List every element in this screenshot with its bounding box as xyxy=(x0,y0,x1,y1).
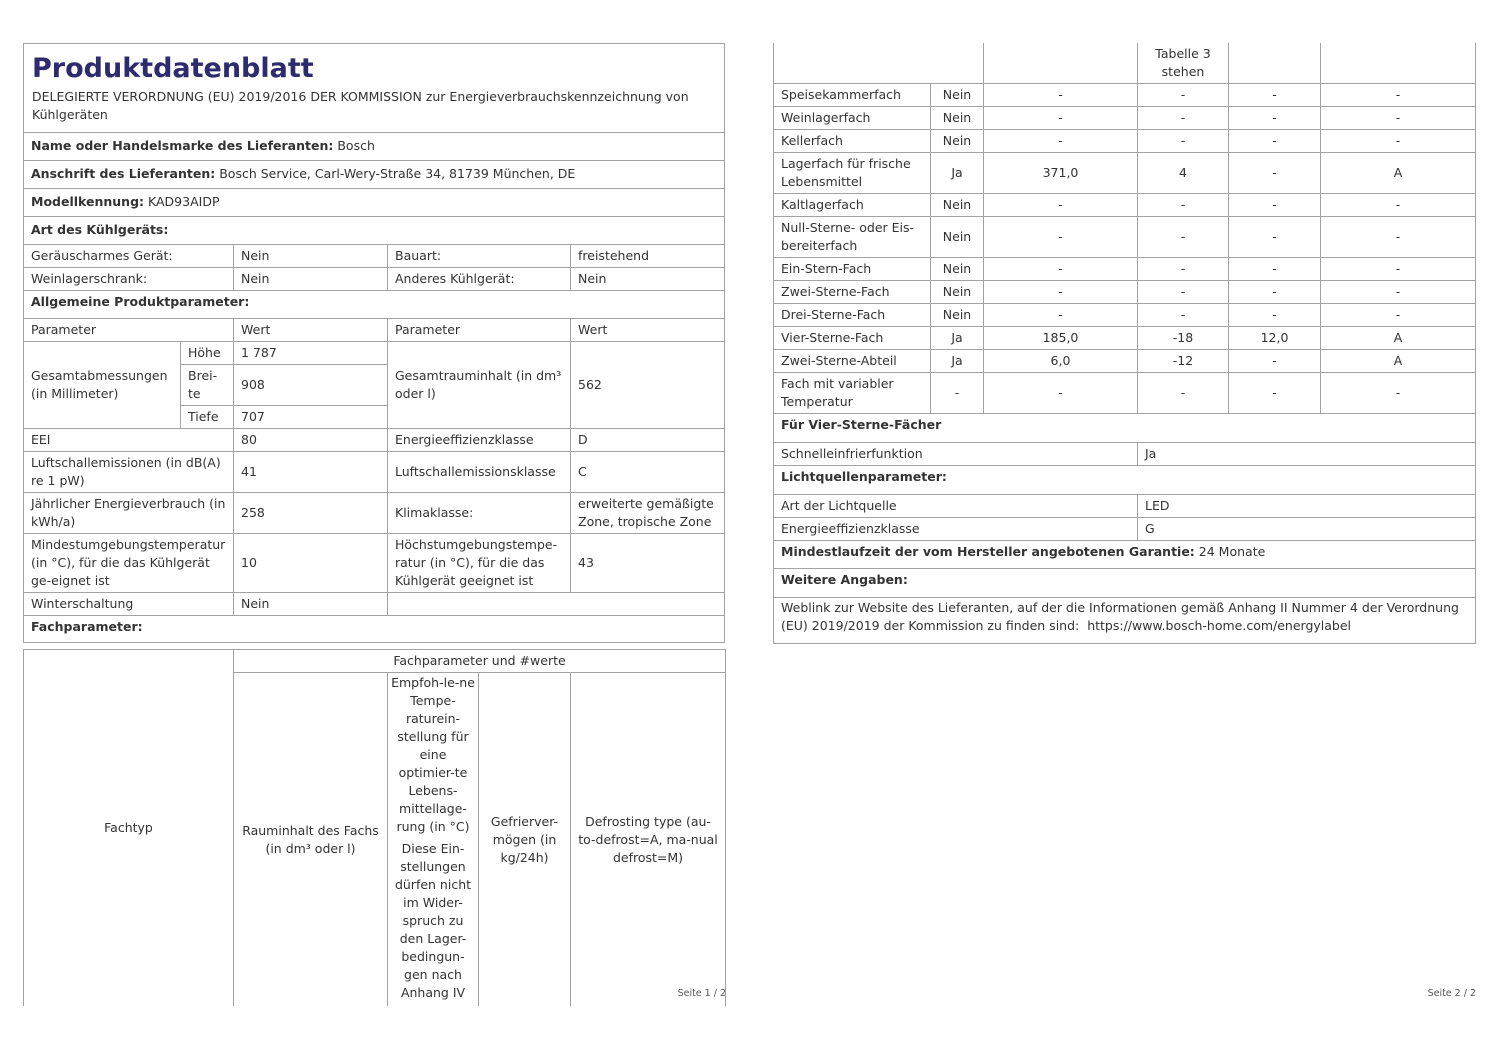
datasheet-table-1 xyxy=(23,43,725,643)
param-value: 80 xyxy=(234,429,388,452)
param-key xyxy=(388,593,725,616)
fach-defrost: A xyxy=(1321,153,1476,194)
address-label: Anschrift des Lieferanten: xyxy=(31,166,216,181)
fach-present: Ja xyxy=(931,153,984,194)
type-key: Bauart: xyxy=(388,245,571,268)
type-row xyxy=(24,245,725,268)
fach-name: Vier-Sterne-Fach xyxy=(774,327,931,350)
four-star-heading: Für Vier-Sterne-Fächer xyxy=(774,414,1476,443)
param-value: 43 xyxy=(571,534,725,593)
fach-volume: - xyxy=(984,107,1138,130)
type-key: Geräuscharmes Gerät: xyxy=(24,245,234,268)
dim-value: 707 xyxy=(234,406,388,429)
temp-header-end: Tabelle 3 stehen xyxy=(1138,43,1229,84)
temp-header xyxy=(388,673,479,1006)
fach-temp: - xyxy=(1138,194,1229,217)
fach-name: Lagerfach für frische Lebensmittel xyxy=(774,153,931,194)
page-title: Produktdatenblatt xyxy=(32,53,314,84)
param-key: Energieeffizienzklasse xyxy=(388,429,571,452)
param-key: Höchstumgebungstempe-ratur (in °C), für die das Kühlgerät geeignet ist xyxy=(388,534,571,593)
fach-volume: - xyxy=(984,373,1138,414)
page-number-2: Seite 2 / 2 xyxy=(1427,988,1476,999)
dim-value: 908 xyxy=(234,365,388,406)
fach-present: - xyxy=(931,373,984,414)
fach-volume: - xyxy=(984,258,1138,281)
fach-volume: 371,0 xyxy=(984,153,1138,194)
fach-defrost: - xyxy=(1321,84,1476,107)
fach-freeze: - xyxy=(1229,281,1321,304)
dim-key: Höhe xyxy=(181,342,234,365)
param-key: Klimaklasse: xyxy=(388,493,571,534)
fach-row xyxy=(774,217,1476,258)
fach-defrost: - xyxy=(1321,373,1476,414)
light-value: LED xyxy=(1138,495,1476,518)
fach-present: Ja xyxy=(931,327,984,350)
param-key: Jährlicher Energieverbrauch (in kWh/a) xyxy=(24,493,234,534)
type-value: Nein xyxy=(234,268,388,291)
defrost-header: Defrosting type (au-to-defrost=A, ma-nual defrost=M) xyxy=(571,673,726,1006)
fach-present: Nein xyxy=(931,194,984,217)
dim-value: 1 787 xyxy=(234,342,388,365)
param-key: EEI xyxy=(24,429,234,452)
fach-temp: - xyxy=(1138,304,1229,327)
fach-temp: - xyxy=(1138,107,1229,130)
fach-name: Zwei-Sterne-Fach xyxy=(774,281,931,304)
param-value: 41 xyxy=(234,452,388,493)
type-key: Anderes Kühlgerät: xyxy=(388,268,571,291)
fachtyp-header: Fachtyp xyxy=(24,650,234,1007)
param-key: Winterschaltung xyxy=(24,593,234,616)
type-value: Nein xyxy=(571,268,725,291)
fach-freeze: - xyxy=(1229,84,1321,107)
header-cell: Parameter xyxy=(388,319,571,342)
param-value: 10 xyxy=(234,534,388,593)
param-value: erweiterte gemäßigte Zone, tropische Zone xyxy=(571,493,725,534)
warranty-label: Mindestlaufzeit der vom Hersteller angebotenen Garantie: xyxy=(781,544,1195,559)
param-key: Mindestumgebungstemperatur (in °C), für die das Kühlgerät ge-eignet ist xyxy=(24,534,234,593)
fach-present: Nein xyxy=(931,258,984,281)
fach-present: Nein xyxy=(931,130,984,153)
fach-temp: - xyxy=(1138,130,1229,153)
fach-temp: - xyxy=(1138,258,1229,281)
fach-temp: - xyxy=(1138,84,1229,107)
fach-temp: -12 xyxy=(1138,350,1229,373)
fach-temp: - xyxy=(1138,373,1229,414)
fach-freeze: 12,0 xyxy=(1229,327,1321,350)
fach-defrost: - xyxy=(1321,194,1476,217)
fach-freeze: - xyxy=(1229,373,1321,414)
fach-name: Kaltlagerfach xyxy=(774,194,931,217)
fach-present: Nein xyxy=(931,304,984,327)
regulation-subtitle: DELEGIERTE VERORDNUNG (EU) 2019/2016 DER KOMMISSION zur Energieverbrauchskennzeichnung von Kühlgeräten xyxy=(32,89,689,122)
general-row xyxy=(24,493,725,534)
param-value: D xyxy=(571,429,725,452)
rauminhalt-header: Rauminhalt des Fachs (in dm³ oder l) xyxy=(234,673,388,1006)
param-value: Nein xyxy=(234,593,388,616)
fach-freeze: - xyxy=(1229,217,1321,258)
fach-name: Ein-Stern-Fach xyxy=(774,258,931,281)
general-heading: Allgemeine Produktparameter: xyxy=(24,291,725,319)
supplier-value: Bosch xyxy=(337,138,375,153)
fach-row xyxy=(774,194,1476,217)
general-row xyxy=(24,452,725,493)
model-value: KAD93AIDP xyxy=(148,194,220,209)
fach-name: Speisekammerfach xyxy=(774,84,931,107)
quick-freeze-value: Ja xyxy=(1138,443,1476,466)
fach-volume: - xyxy=(984,304,1138,327)
fach-cont-cell xyxy=(1229,43,1321,84)
warranty-value: 24 Monate xyxy=(1198,544,1266,559)
volume-value: 562 xyxy=(571,342,725,429)
fach-defrost: - xyxy=(1321,258,1476,281)
type-value: freistehend xyxy=(571,245,725,268)
param-value: 258 xyxy=(234,493,388,534)
fach-cont-cell xyxy=(984,43,1138,84)
fach-name: Null-Sterne- oder Eis-bereiterfach xyxy=(774,217,931,258)
volume-label: Gesamtrauminhalt (in dm³ oder l) xyxy=(388,342,571,429)
fach-group-header: Fachparameter und #werte xyxy=(234,650,726,673)
fach-defrost: - xyxy=(1321,107,1476,130)
fach-freeze: - xyxy=(1229,153,1321,194)
header-cell: Wert xyxy=(234,319,388,342)
param-key: Luftschallemissionen (in dB(A) re 1 pW) xyxy=(24,452,234,493)
fach-row xyxy=(774,281,1476,304)
address-value: Bosch Service, Carl-Wery-Straße 34, 81739 München, DE xyxy=(219,166,576,181)
more-heading: Weitere Angaben: xyxy=(774,569,1476,598)
type-row xyxy=(24,268,725,291)
type-heading: Art des Kühlgeräts: xyxy=(24,217,725,245)
more-text: Weblink zur Website des Lieferanten, auf der die Informationen gemäß Anhang II Nummer 4 der Verordnung (EU) 2019/2019 der Kommission zu finden sind: xyxy=(781,600,1459,633)
fach-defrost: - xyxy=(1321,130,1476,153)
fach-name: Weinlagerfach xyxy=(774,107,931,130)
light-key: Energieeffizienzklasse xyxy=(774,518,1138,541)
fach-row xyxy=(774,153,1476,194)
fach-present: Nein xyxy=(931,84,984,107)
fach-temp: - xyxy=(1138,217,1229,258)
fach-cont-cell xyxy=(774,43,984,84)
param-key: Luftschallemissionsklasse xyxy=(388,452,571,493)
temp-header-text: Empfoh-le-ne Tempe-raturein-stellung für eine optimier-te Lebens-mittellage-rung (in °C) xyxy=(391,675,475,835)
fach-volume: 6,0 xyxy=(984,350,1138,373)
light-value: G xyxy=(1138,518,1476,541)
fach-row xyxy=(774,130,1476,153)
model-label: Modellkennung: xyxy=(31,194,145,209)
header-cell: Parameter xyxy=(24,319,234,342)
light-heading: Lichtquellenparameter: xyxy=(774,466,1476,495)
fach-present: Ja xyxy=(931,350,984,373)
fach-temp: - xyxy=(1138,281,1229,304)
fach-present: Nein xyxy=(931,281,984,304)
fach-defrost: - xyxy=(1321,281,1476,304)
fach-header-table xyxy=(23,649,726,1006)
fach-present: Nein xyxy=(931,107,984,130)
fach-table xyxy=(773,43,1476,644)
supplier-label: Name oder Handelsmarke des Lieferanten: xyxy=(31,138,334,153)
fach-temp: 4 xyxy=(1138,153,1229,194)
fach-freeze: - xyxy=(1229,194,1321,217)
fach-volume: 185,0 xyxy=(984,327,1138,350)
type-value: Nein xyxy=(234,245,388,268)
fach-freeze: - xyxy=(1229,258,1321,281)
fach-row xyxy=(774,327,1476,350)
fach-name: Kellerfach xyxy=(774,130,931,153)
type-key: Weinlagerschrank: xyxy=(24,268,234,291)
general-row xyxy=(24,429,725,452)
page-1 xyxy=(23,43,725,1006)
fach-volume: - xyxy=(984,217,1138,258)
fach-row xyxy=(774,350,1476,373)
fach-defrost: - xyxy=(1321,304,1476,327)
fach-volume: - xyxy=(984,194,1138,217)
fach-volume: - xyxy=(984,130,1138,153)
fach-row xyxy=(774,304,1476,327)
light-key: Art der Lichtquelle xyxy=(774,495,1138,518)
quick-freeze-label: Schnelleinfrierfunktion xyxy=(774,443,1138,466)
fach-temp: -18 xyxy=(1138,327,1229,350)
fach-defrost: A xyxy=(1321,327,1476,350)
fach-name: Drei-Sterne-Fach xyxy=(774,304,931,327)
fach-defrost: A xyxy=(1321,350,1476,373)
fach-freeze: - xyxy=(1229,350,1321,373)
temp-header-note: Diese Ein-stellungen dürfen nicht im Wider-spruch zu den Lager-bedingun-gen nach Anhang IV xyxy=(394,841,472,1001)
general-row xyxy=(24,593,725,616)
dimensions-label: Gesamtabmessungen (in Millimeter) xyxy=(24,342,181,429)
fach-freeze: - xyxy=(1229,107,1321,130)
fach-freeze: - xyxy=(1229,130,1321,153)
param-value: C xyxy=(571,452,725,493)
page-number-1: Seite 1 / 2 xyxy=(677,988,726,999)
fach-row xyxy=(774,258,1476,281)
page-2 xyxy=(773,43,1475,644)
general-header-row xyxy=(24,319,725,342)
fach-freeze: - xyxy=(1229,304,1321,327)
gefrier-header: Gefrierver-mögen (in kg/24h) xyxy=(479,673,571,1006)
fach-cont-cell xyxy=(1321,43,1476,84)
fach-volume: - xyxy=(984,84,1138,107)
header-cell: Wert xyxy=(571,319,725,342)
fach-row xyxy=(774,107,1476,130)
fach-name: Zwei-Sterne-Abteil xyxy=(774,350,931,373)
fach-volume: - xyxy=(984,281,1138,304)
dim-key: Brei-te xyxy=(181,365,234,406)
general-row xyxy=(24,534,725,593)
fach-row xyxy=(774,373,1476,414)
fach-heading: Fachparameter: xyxy=(24,616,725,643)
fach-present: Nein xyxy=(931,217,984,258)
fach-name: Fach mit variabler Temperatur xyxy=(774,373,931,414)
supplier-weblink[interactable]: https://www.bosch-home.com/energylabel xyxy=(1087,618,1352,633)
dim-key: Tiefe xyxy=(181,406,234,429)
fach-defrost: - xyxy=(1321,217,1476,258)
fach-row xyxy=(774,84,1476,107)
